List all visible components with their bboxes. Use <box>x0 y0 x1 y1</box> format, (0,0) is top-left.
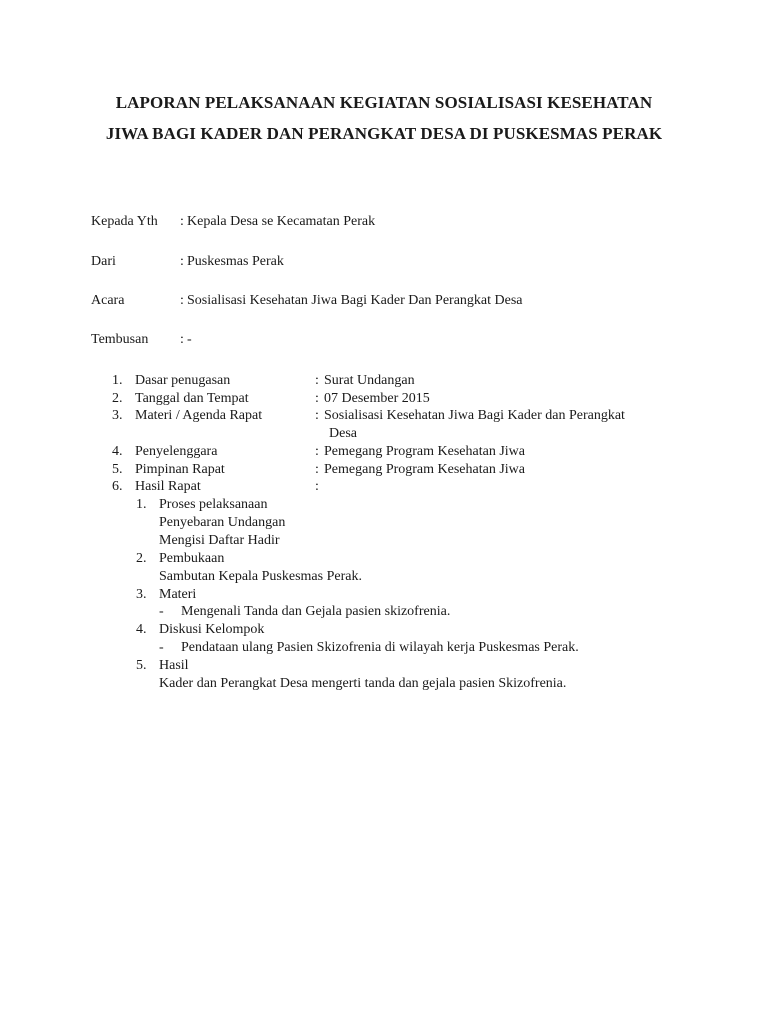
sub-item-title: Proses pelaksanaan <box>159 497 268 512</box>
header-value: Puskesmas Perak <box>187 254 284 269</box>
item-number: 6. <box>112 479 123 494</box>
item-label: Pimpinan Rapat <box>135 461 225 477</box>
item-number: 4. <box>112 444 123 459</box>
sub-item-text: Penyebaran Undangan <box>159 515 286 530</box>
item-colon: : <box>315 373 319 388</box>
header-value: Kepala Desa se Kecamatan Perak <box>187 214 376 229</box>
item-value: Pemegang Program Kesehatan Jiwa <box>324 444 525 459</box>
item-number: 5. <box>112 461 123 477</box>
item-label: Dasar penugasan <box>135 373 231 388</box>
item-value: 07 Desember 2015 <box>324 390 430 406</box>
document-title-line-2: JIWA BAGI KADER DAN PERANGKAT DESA DI PUSKESMAS PERAK <box>105 124 663 143</box>
sub-item-number: 1. <box>136 497 147 512</box>
item-number: 1. <box>112 373 123 388</box>
sub-item-title: Pembukaan <box>159 551 225 566</box>
header-value: - <box>187 332 192 347</box>
item-value: Pemegang Program Kesehatan Jiwa <box>324 461 525 477</box>
item-value: Sosialisasi Kesehatan Jiwa Bagi Kader dan Perangkat <box>324 408 625 423</box>
item-colon: : <box>315 479 319 494</box>
header-separator: : <box>180 214 184 229</box>
sub-item-number: 2. <box>136 551 147 566</box>
sub-item-text: Sambutan Kepala Puskesmas Perak. <box>159 569 362 584</box>
bullet-text: Pendataan ulang Pasien Skizofrenia di wilayah kerja Puskesmas Perak. <box>181 640 579 655</box>
item-label: Hasil Rapat <box>135 479 201 494</box>
header-separator: : <box>180 332 184 347</box>
item-label: Materi / Agenda Rapat <box>135 408 263 423</box>
item-number: 2. <box>112 390 123 406</box>
item-number: 3. <box>112 408 123 423</box>
sub-item-text: Kader dan Perangkat Desa mengerti tanda dan gejala pasien Skizofrenia. <box>159 676 567 691</box>
item-value: Surat Undangan <box>324 373 415 388</box>
header-label: Kepada Yth <box>91 214 158 229</box>
bullet-text: Mengenali Tanda dan Gejala pasien skizofrenia. <box>181 604 451 619</box>
item-colon: : <box>315 408 319 423</box>
sub-item-number: 5. <box>136 658 147 673</box>
header-label: Dari <box>91 254 116 269</box>
header-value: Sosialisasi Kesehatan Jiwa Bagi Kader Dan Perangkat Desa <box>187 293 523 308</box>
item-colon: : <box>315 390 319 406</box>
header-separator: : <box>180 254 184 269</box>
sub-item-title: Diskusi Kelompok <box>159 622 265 637</box>
header-label: Acara <box>91 293 125 308</box>
header-separator: : <box>180 293 184 308</box>
item-colon: : <box>315 444 319 459</box>
document-title-line-1: LAPORAN PELAKSANAAN KEGIATAN SOSIALISASI KESEHATAN <box>115 93 653 112</box>
sub-item-number: 3. <box>136 587 147 602</box>
header-label: Tembusan <box>91 332 149 347</box>
bullet-dash: - <box>159 604 164 619</box>
item-label: Tanggal dan Tempat <box>135 390 249 406</box>
sub-item-number: 4. <box>136 622 147 637</box>
sub-item-title: Hasil <box>159 658 189 673</box>
item-colon: : <box>315 461 319 477</box>
sub-item-text: Mengisi Daftar Hadir <box>159 533 280 548</box>
item-label: Penyelenggara <box>135 444 218 459</box>
sub-item-title: Materi <box>159 587 197 602</box>
item-value-continuation: Desa <box>329 425 357 441</box>
bullet-dash: - <box>159 640 164 655</box>
